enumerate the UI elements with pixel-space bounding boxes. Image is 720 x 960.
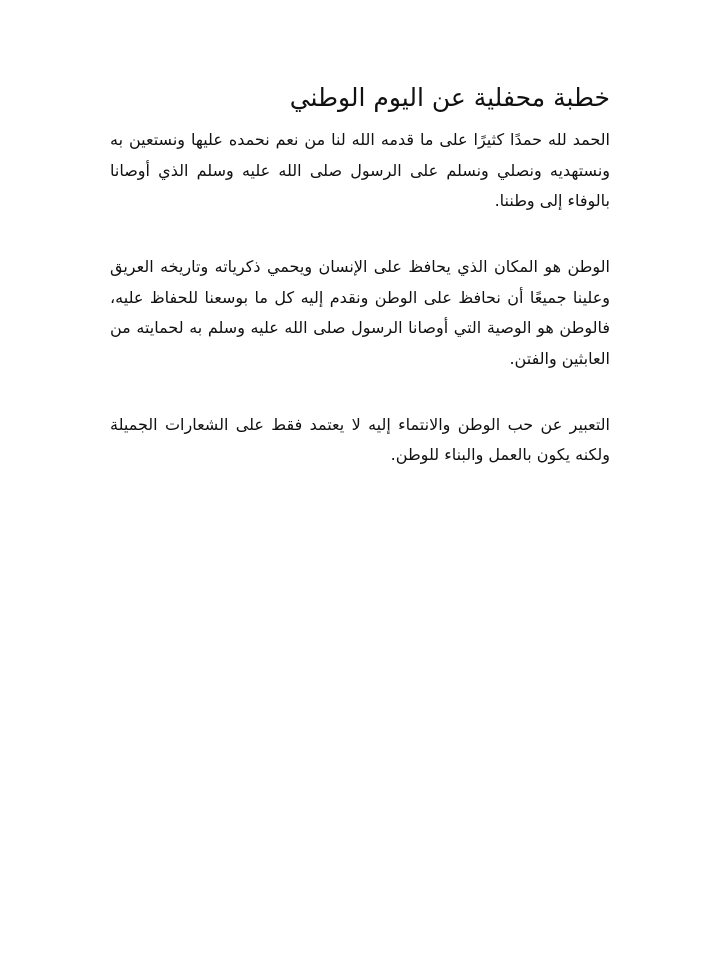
paragraph-homeland: الوطن هو المكان الذي يحافظ على الإنسان ويحمي ذكرياته وتاريخه العريق وعلينا جميعًا أن نحافظ على الوطن ونقدم إليه كل ما بوسعنا للحفاظ عليه، فالوطن هو الوصية التي أوصانا الرسول صلى الله عليه وسلم به لحمايته من العابثين والفتن. [110, 257, 610, 368]
document-body [110, 82, 610, 471]
paragraph-intro: الحمد لله حمدًا كثيرًا على ما قدمه الله لنا من نعم نحمده عليها ونستعين به ونستهديه ونصلي ونسلم على الرسول صلى الله عليه وسلم الذي أوصانا بالوفاء إلى وطننا. [110, 130, 610, 211]
paragraph-expression: التعبير عن حب الوطن والانتماء إليه لا يعتمد فقط على الشعارات الجميلة ولكنه يكون بالعمل والبناء للوطن. [110, 414, 610, 465]
document-title: خطبة محفلية عن اليوم الوطني [289, 83, 610, 112]
